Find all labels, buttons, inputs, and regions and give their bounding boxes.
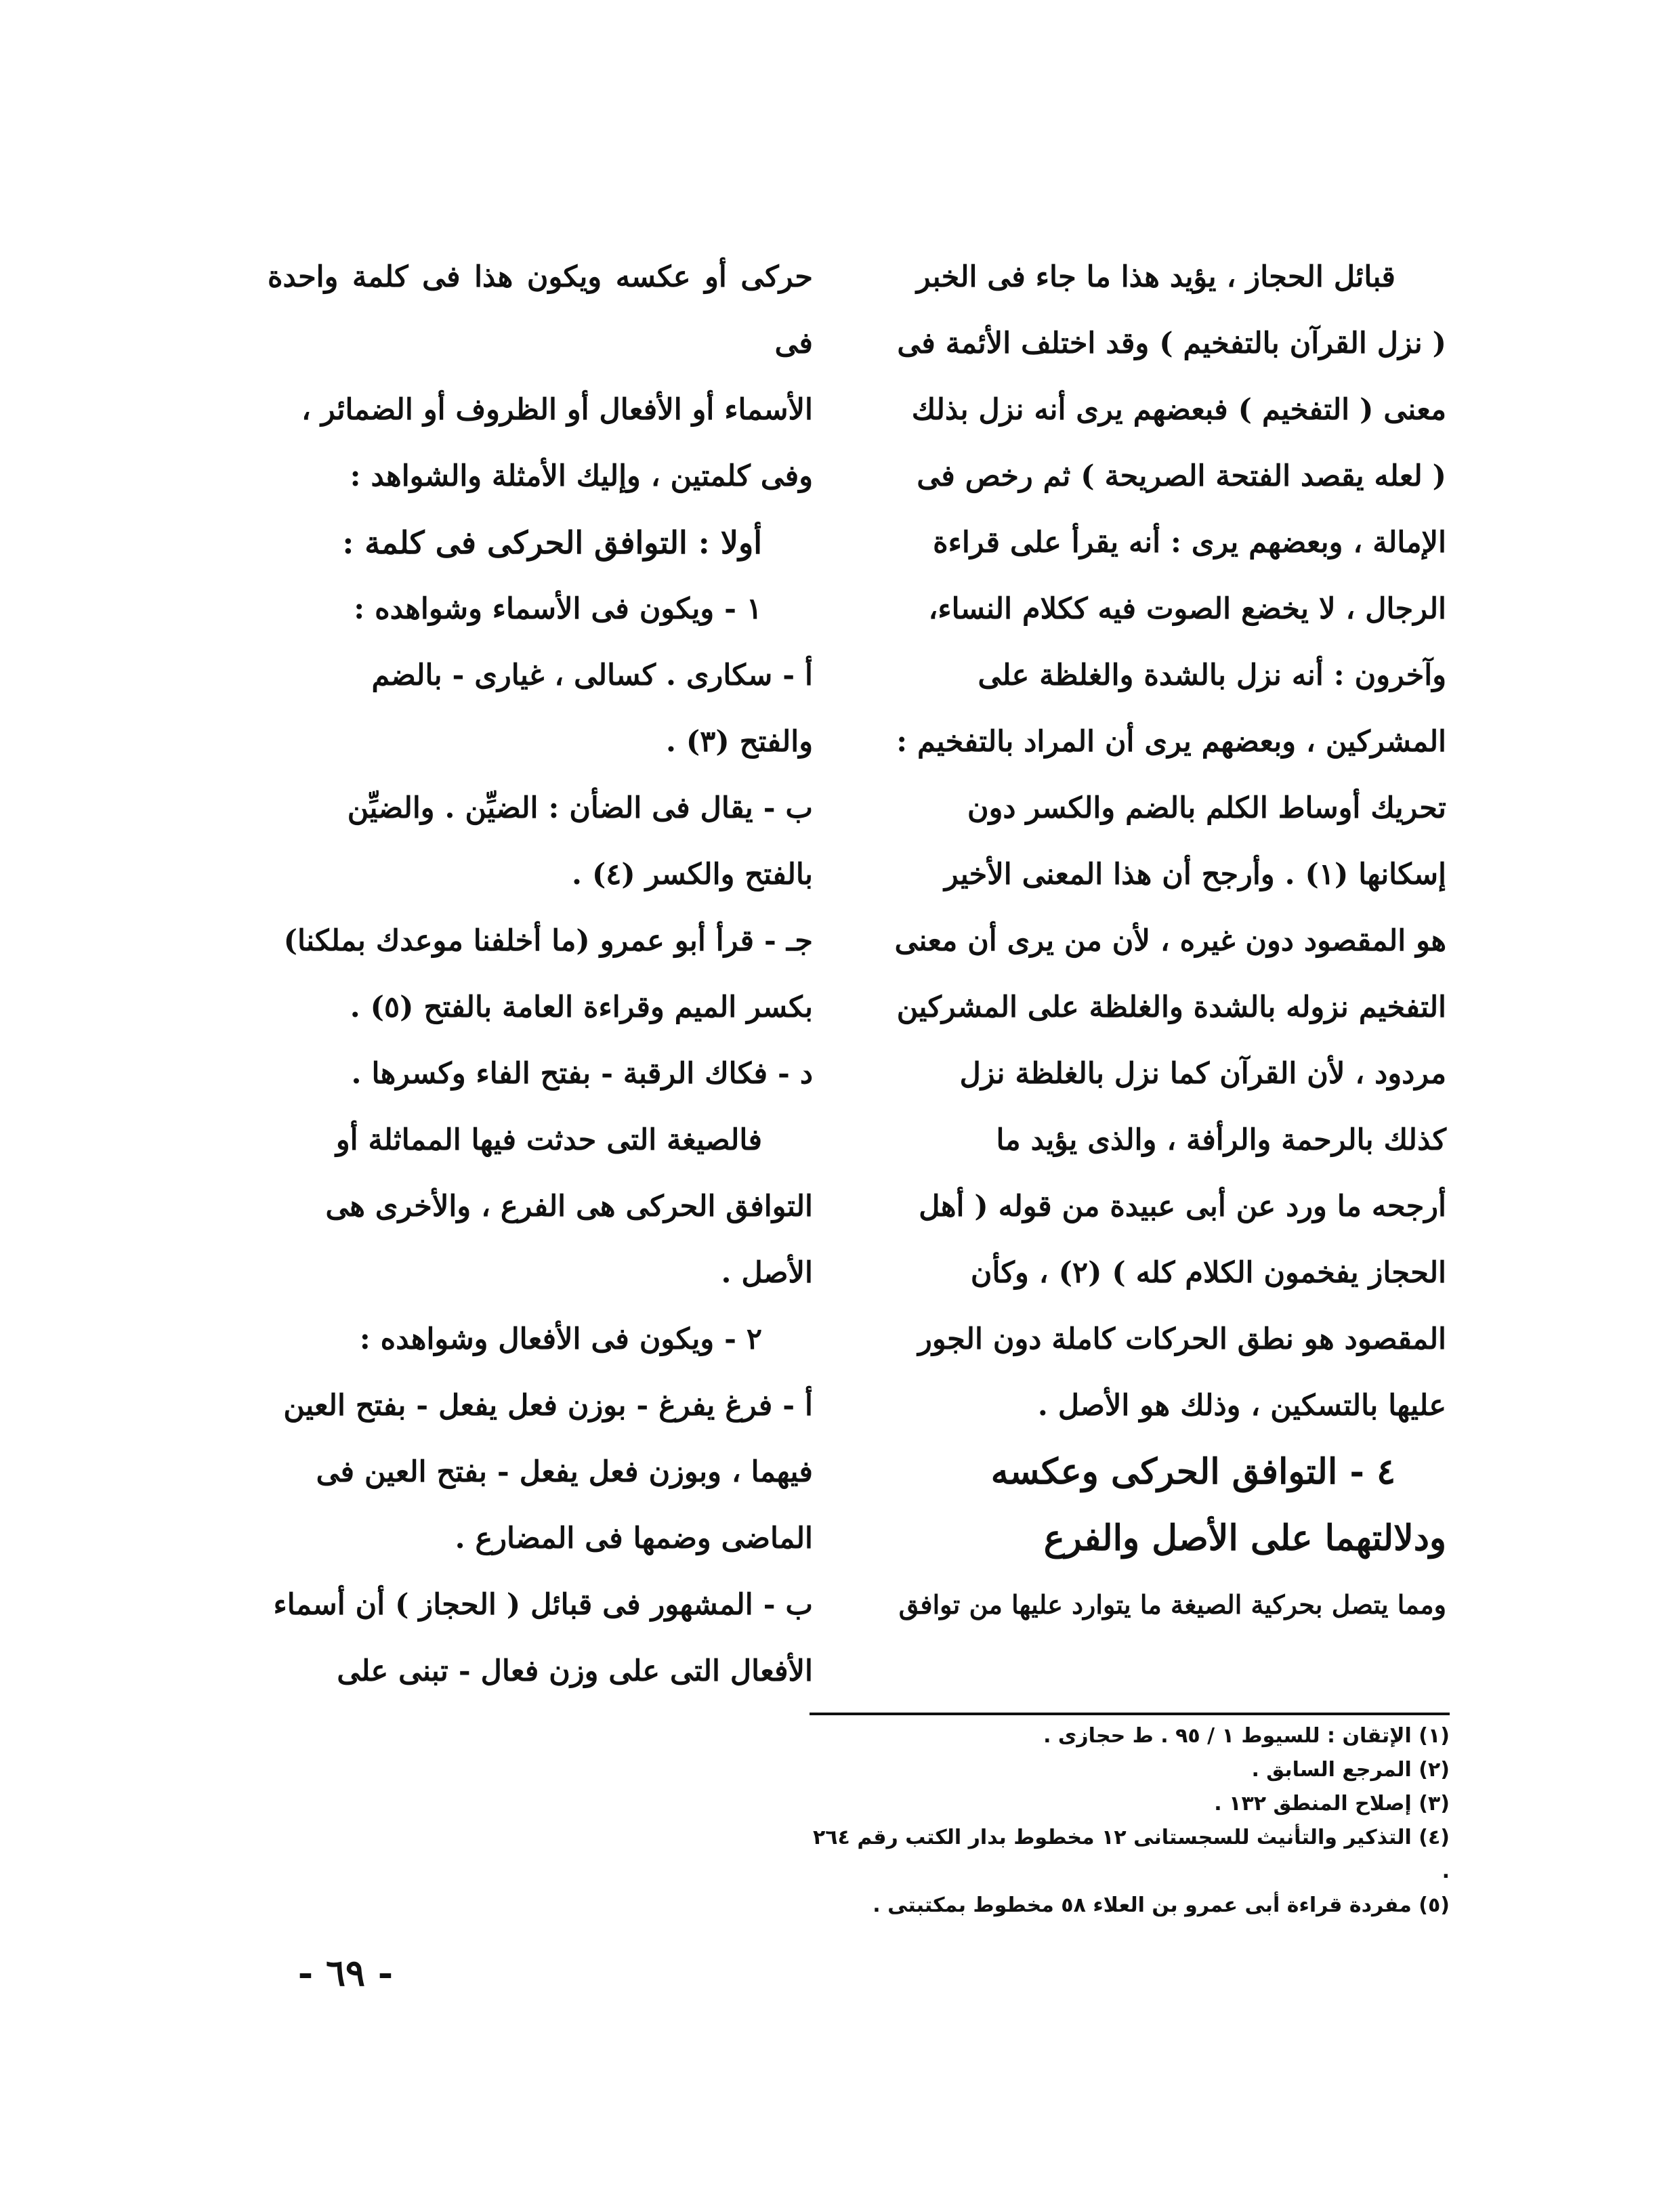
text-line: ومما يتصل بحركية الصيغة ما يتوارد عليها من توافق: [898, 1589, 1446, 1620]
footnote: (٢) المرجع السابق .: [1251, 1758, 1450, 1782]
left-column: [268, 244, 813, 1704]
footnote-divider: [810, 1713, 1450, 1715]
text-line: الماضى وضمها فى المضارع .: [455, 1522, 813, 1555]
text-line: الحجاز يفخمون الكلام كله ) (٢) ، وكأن: [970, 1256, 1446, 1290]
text-line: ٢ - ويكون فى الأفعال وشواهده :: [359, 1322, 762, 1356]
text-line: ( لعله يقصد الفتحة الصريحة ) ثم رخص فى: [917, 459, 1446, 493]
subsection-heading: أولا : التوافق الحركى فى كلمة :: [342, 524, 762, 561]
text-line: ب - المشهور فى قبائل ( الحجاز ) أن أسماء: [273, 1588, 813, 1622]
text-line: وآخرون : أنه نزل بالشدة والغلظة على: [978, 658, 1446, 692]
text-line: الإمالة ، وبعضهم يرى : أنه يقرأ على قراءة: [933, 526, 1446, 560]
section-heading-continued: ودلالتهما على الأصل والفرع: [1043, 1517, 1446, 1559]
text-line: ب - يقال فى الضأن : الضيِّن . والضيِّن: [347, 791, 813, 825]
text-line: أ - سكارى . كسالى ، غيارى - بالضم: [371, 658, 813, 692]
text-line: بالفتح والكسر (٤) .: [572, 858, 813, 891]
text-line: تحريك أوساط الكلم بالضم والكسر دون: [967, 791, 1446, 825]
text-line: وفى كلمتين ، وإليك الأمثلة والشواهد :: [350, 459, 813, 493]
text-line: أرجحه ما ورد عن أبى عبيدة من قوله ( أهل: [919, 1190, 1446, 1223]
footnote: (٥) مفردة قراءة أبى عمرو بن العلاء ٥٨ مخطوط بمكتبتى .: [873, 1893, 1450, 1917]
text-line: جـ - قرأ أبو عمرو (ما أخلفنا موعدك بملكنا): [283, 924, 813, 958]
text-line: المقصود هو نطق الحركات كاملة دون الجور: [918, 1322, 1446, 1356]
footnotes: [810, 1719, 1450, 1923]
text-line: حركى أو عكسه ويكون هذا فى كلمة واحدة فى: [268, 260, 813, 360]
text-line: معنى ( التفخيم ) فبعضهم يرى أنه نزل بذلك: [911, 393, 1446, 427]
text-line: الرجال ، لا يخضع الصوت فيه ككلام النساء،: [928, 592, 1446, 626]
text-line: فيهما ، وبوزن فعل يفعل - بفتح العين فى: [316, 1455, 813, 1489]
text-line: ( نزل القرآن بالتفخيم ) وقد اختلف الأئمة فى: [897, 327, 1446, 360]
text-line: والفتح (٣) .: [665, 725, 813, 759]
text-line: الأفعال التى على وزن فعال - تبنى على: [337, 1654, 813, 1688]
footnote: (٣) إصلاح المنطق ١٣٢ .: [1214, 1792, 1450, 1816]
text-line: المشركين ، وبعضهم يرى أن المراد بالتفخيم :: [896, 725, 1446, 759]
text-line: كذلك بالرحمة والرأفة ، والذى يؤيد ما: [996, 1123, 1446, 1157]
text-line: إسكانها (١) . وأرجح أن هذا المعنى الأخير: [944, 858, 1446, 891]
text-line: قبائل الحجاز ، يؤيد هذا ما جاء فى الخبر: [916, 260, 1395, 294]
section-heading: ٤ - التوافق الحركى وعكسه: [990, 1451, 1395, 1492]
text-line: مردود ، لأن القرآن كما نزل بالغلظة نزل: [959, 1057, 1446, 1091]
text-line: هو المقصود دون غيره ، لأن من يرى أن معنى: [894, 924, 1446, 958]
footnote: (٤) التذكير والتأنيث للسجستانى ١٢ مخطوط بدار الكتب رقم ٢٦٤ .: [812, 1826, 1450, 1883]
page-number: - ٦٩ -: [297, 1951, 394, 1994]
text-line: التوافق الحركى هى الفرع ، والأخرى هى: [325, 1190, 813, 1223]
right-column: [874, 244, 1446, 1638]
text-line: الأسماء أو الأفعال أو الظروف أو الضمائر ،: [301, 393, 813, 427]
text-line: د - فكاك الرقبة - بفتح الفاء وكسرها .: [351, 1057, 813, 1091]
text-line: أ - فرغ يفرغ - بوزن فعل يفعل - بفتح العين: [283, 1389, 813, 1423]
text-line: فالصيغة التى حدثت فيها المماثلة أو: [335, 1123, 762, 1157]
text-line: عليها بالتسكين ، وذلك هو الأصل .: [1037, 1389, 1446, 1423]
footnote: (١) الإتقان : للسيوط ١ / ٩٥ . ط حجازى .: [1043, 1724, 1450, 1748]
text-line: التفخيم نزوله بالشدة والغلظة على المشركين: [896, 990, 1446, 1024]
text-line: بكسر الميم وقراءة العامة بالفتح (٥) .: [350, 990, 813, 1024]
text-line: ١ - ويكون فى الأسماء وشواهده :: [354, 592, 762, 626]
text-line: الأصل .: [721, 1256, 813, 1290]
